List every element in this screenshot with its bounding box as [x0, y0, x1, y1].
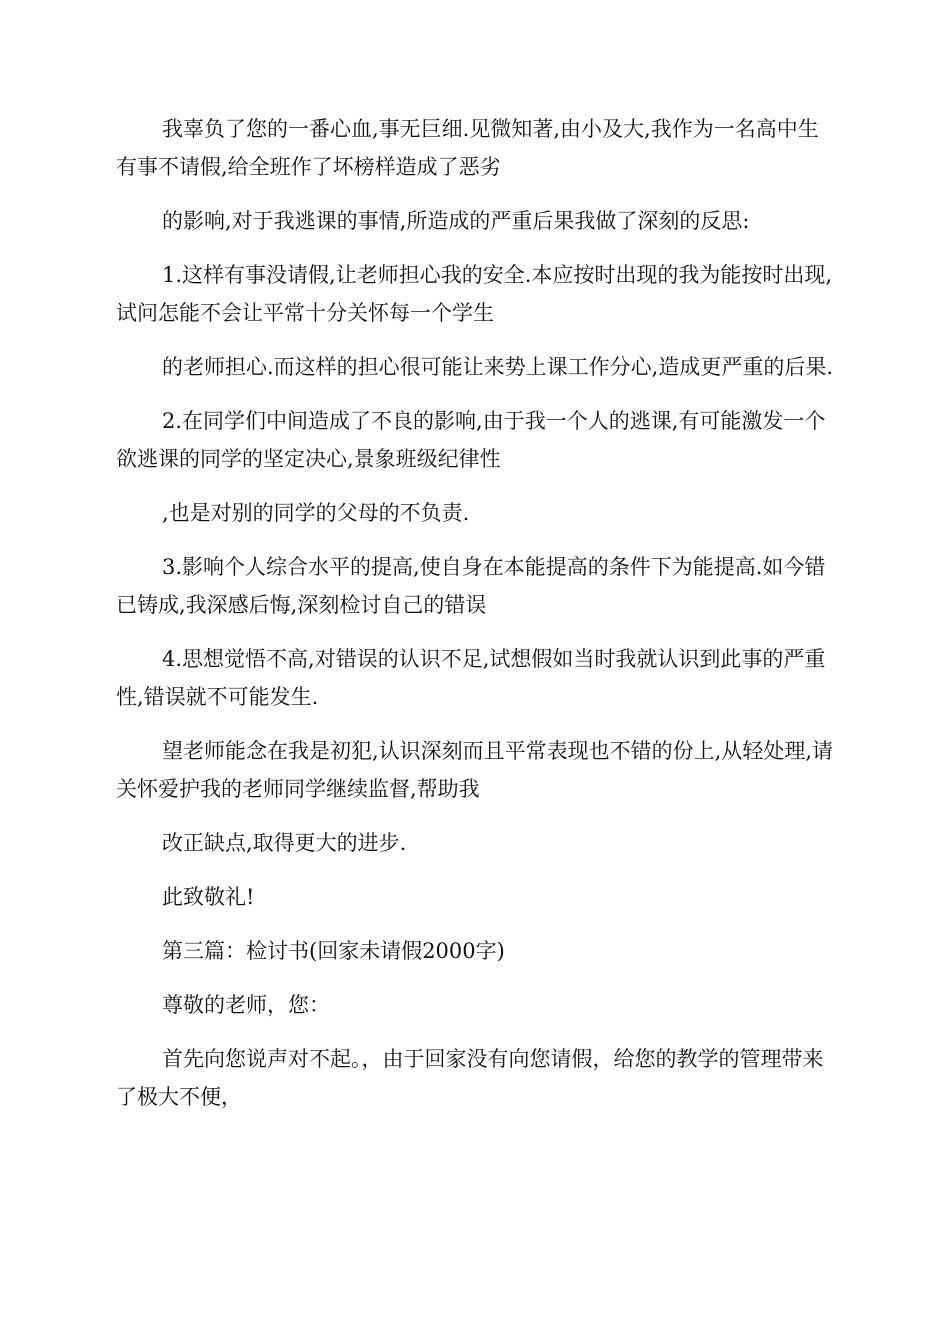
salutation: 尊敬的老师，您： [162, 993, 330, 1017]
paragraph-6: ,也是对别的同学的父母的不负责. [162, 501, 470, 525]
paragraph-9: 望老师能念在我是初犯,认识深刻而且平常表现也不错的份上,从轻处理,请关怀爱护我的老师同学继续监督,帮助我 [116, 739, 834, 801]
paragraph-7: 3.影响个人综合水平的提高,使自身在本能提高的条件下为能提高.如今错已铸成,我深感后悔,深刻检讨自己的错误 [116, 555, 826, 617]
paragraph-11: 此致敬礼! [162, 885, 255, 909]
paragraph-4: 的老师担心.而这样的担心很可能让来势上课工作分心,造成更严重的后果. [162, 355, 834, 379]
document-body [116, 110, 836, 1132]
paragraph-1: 我辜负了您的一番心血,事无巨细.见微知著,由小及大,我作为一名高中生有事不请假,给全班作了坏榜样造成了恶劣 [116, 117, 819, 179]
paragraph-5: 2.在同学们中间造成了不良的影响,由于我一个人的逃课,有可能激发一个欲逃课的同学的坚定决心,景象班级纪律性 [116, 409, 826, 471]
paragraph-10: 改正缺点,取得更大的进步. [162, 831, 407, 855]
paragraph-14: 首先向您说声对不起。，由于回家没有向您请假，给您的教学的管理带来了极大不便， [116, 1047, 824, 1109]
paragraph-2: 的影响,对于我逃课的事情,所造成的严重后果我做了深刻的反思: [162, 209, 750, 233]
paragraph-8: 4.思想觉悟不高,对错误的认识不足,试想假如当时我就认识到此事的严重性,错误就不可能发生. [116, 647, 826, 709]
paragraph-3: 1.这样有事没请假,让老师担心我的安全.本应按时出现的我为能按时出现,试问怎能不会让平常十分关怀每一个学生 [116, 263, 833, 325]
section-heading: 第三篇：检讨书(回家未请假2000字) [162, 939, 505, 963]
